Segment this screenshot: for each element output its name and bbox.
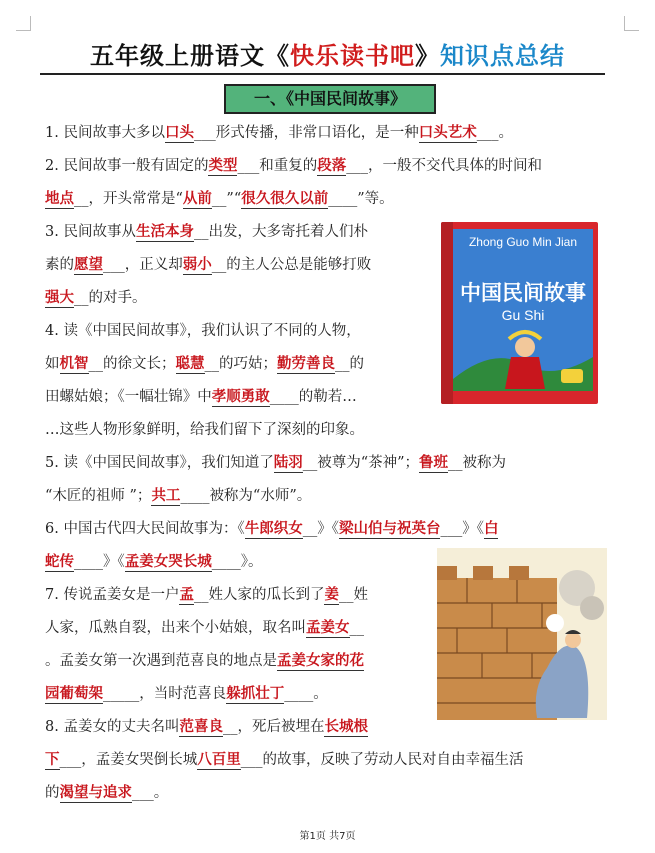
text-line (45, 651, 364, 671)
text-line (45, 684, 328, 704)
answer-text: 姜 (324, 587, 339, 603)
answer-text: 段落 (317, 158, 347, 174)
book-spine (441, 222, 453, 404)
plain-text: __的主人公总是能够打败 (211, 257, 372, 273)
plain-text: 3. 民间故事从 (45, 224, 136, 240)
answer-text: 口头 (164, 125, 194, 141)
book-chinese-title: 中国民间故事 (460, 281, 586, 305)
plain-text: ____”等。 (328, 191, 394, 207)
plain-text: 如 (45, 356, 60, 372)
plain-text: __姓 (338, 587, 368, 603)
page-footer: 第1页 共7页 (299, 831, 356, 842)
page-title (40, 36, 615, 71)
plain-text: 5. 读《中国民间故事》，我们知道了 (45, 455, 274, 471)
answer-text: 愿望 (74, 257, 103, 273)
title-suffix: 知识点总结 (440, 42, 565, 70)
title-divider (40, 73, 605, 75)
plain-text: __，死后被埋在 (222, 719, 325, 735)
answer-text: 很久很久以前 (241, 191, 329, 207)
plain-text: 素的 (45, 257, 74, 273)
text-line (45, 255, 371, 275)
answer-text: 范喜良 (179, 719, 223, 735)
plain-text: 6. 中国古代四大民间故事为：《 (45, 521, 245, 537)
section-heading: 一、《中国民间故事》 (224, 84, 436, 114)
answer-text: 弱小 (182, 257, 212, 273)
answer-text: 机智 (59, 356, 89, 372)
answer-text: 下 (45, 752, 60, 768)
answer-text: 生活本身 (135, 224, 194, 240)
answer-text: 园葡萄架 (45, 686, 103, 702)
book-illustration (453, 229, 593, 391)
book-cover-panel (453, 229, 593, 391)
answer-text: 鲁班 (419, 455, 449, 471)
plain-text: ____》《 (74, 554, 125, 570)
answer-text: 八百里 (197, 752, 241, 768)
text-line (45, 519, 498, 539)
text-line (45, 585, 368, 605)
answer-text: 勤劳善良 (277, 356, 335, 372)
plain-text: 2. 民间故事一般有固定的 (45, 158, 209, 174)
text-line (45, 783, 168, 803)
plain-text: ___。 (476, 125, 513, 141)
answer-text: 梁山伯与祝英台 (338, 521, 441, 537)
plain-text: __姓人家的瓜长到了 (193, 587, 325, 603)
text-line (45, 717, 368, 737)
text-line (45, 750, 524, 770)
plain-text: ___的故事，反映了劳动人民对自由幸福生活 (240, 752, 524, 768)
text-line (45, 387, 357, 407)
plain-text: ___，一般不交代具体的时间和 (346, 158, 542, 174)
plain-text: __的巧姑； (204, 356, 277, 372)
title-bracket: 》 (415, 42, 440, 70)
plain-text: 7. 传说孟姜女是一户 (45, 587, 180, 603)
answer-text: 白 (483, 521, 499, 537)
answer-text: 牛郎织女 (244, 521, 303, 537)
plain-text: ___，正义却 (103, 257, 183, 273)
plain-text: ____的勒若… (269, 389, 357, 405)
plain-text: ___，孟姜女哭倒长城 (59, 752, 198, 768)
book-cover-image (441, 222, 598, 404)
plain-text: __的徐文长； (88, 356, 176, 372)
answer-text: 渴望与追求 (59, 785, 132, 801)
book-pinyin-title: Zhong Guo Min Jian (468, 235, 578, 249)
plain-text: ___形式传播，非常口语化，是一种 (193, 125, 419, 141)
plain-text: ___》《 (440, 521, 484, 537)
text-line (45, 288, 147, 308)
text-line (45, 354, 364, 374)
plain-text: 1. 民间故事大多以 (45, 125, 165, 141)
answer-text: 陆羽 (273, 455, 303, 471)
answer-text: 从前 (182, 191, 212, 207)
plain-text: ____被称为“水师”。 (180, 488, 312, 504)
plain-text: ___和重复的 (237, 158, 318, 174)
plain-text: 8. 孟姜女的丈夫名叫 (45, 719, 180, 735)
plain-text: 。孟姜女第一次遇到范喜良的地点是 (45, 653, 277, 669)
answer-text: 孟姜女家的花 (277, 653, 364, 669)
answer-text: 口头艺术 (418, 125, 477, 141)
answer-text: 共工 (151, 488, 181, 504)
plain-text: __》《 (302, 521, 339, 537)
plain-text: _____，当时范喜良 (103, 686, 227, 702)
answer-text: 地点 (45, 191, 74, 207)
meng-jiangnv-wall-illustration (437, 548, 607, 720)
plain-text: …这些人物形象鲜明，给我们留下了深刻的印象。 (45, 422, 364, 438)
answer-text: 长城根 (324, 719, 368, 735)
plain-text: __的 (335, 356, 364, 372)
text-line (45, 420, 364, 440)
answer-text: 孟姜女哭长城 (124, 554, 212, 570)
text-line (45, 453, 506, 473)
answer-text: 孟 (179, 587, 194, 603)
answer-text: 蛇传 (45, 554, 74, 570)
plain-text: __，开头常常是“ (74, 191, 183, 207)
plain-text: __”“ (211, 191, 242, 207)
text-line (45, 321, 361, 341)
answer-text: 类型 (208, 158, 238, 174)
plain-text: 田螺姑娘；《一幅壮锦》中 (45, 389, 212, 405)
text-line (45, 123, 513, 143)
answer-text: 孝顺勇敢 (211, 389, 270, 405)
book-pinyin-subtitle: Gu Shi (501, 307, 545, 323)
answer-text: 强大 (45, 290, 74, 306)
plain-text: “木匠的祖师 ”； (45, 488, 152, 504)
title-prefix: 五年级上册语文《 (90, 42, 290, 70)
answer-text: 躲抓壮丁 (226, 686, 285, 702)
page-corner-mark-right (624, 16, 639, 31)
title-book: 快乐读书吧 (290, 42, 415, 70)
page-corner-mark-left (16, 16, 31, 31)
text-line (45, 222, 368, 242)
plain-text: __的对手。 (74, 290, 147, 306)
plain-text: ____。 (284, 686, 328, 702)
plain-text: __ (349, 620, 364, 636)
plain-text: ____》。 (211, 554, 263, 570)
text-line (45, 552, 263, 572)
plain-text: __被尊为“茶神”； (302, 455, 420, 471)
plain-text: ___。 (132, 785, 169, 801)
plain-text: 的 (45, 785, 60, 801)
text-line (45, 486, 311, 506)
plain-text: __出发，大多寄托着人们朴 (193, 224, 368, 240)
text-line (45, 156, 542, 176)
plain-text: 4. 读《中国民间故事》，我们认识了不同的人物， (45, 323, 361, 339)
text-line (45, 618, 364, 638)
text-line (45, 189, 394, 209)
answer-text: 聪慧 (175, 356, 205, 372)
plain-text: __被称为 (448, 455, 507, 471)
plain-text: 人家，瓜熟自裂，出来个小姑娘，取名叫 (45, 620, 306, 636)
answer-text: 孟姜女 (306, 620, 350, 636)
